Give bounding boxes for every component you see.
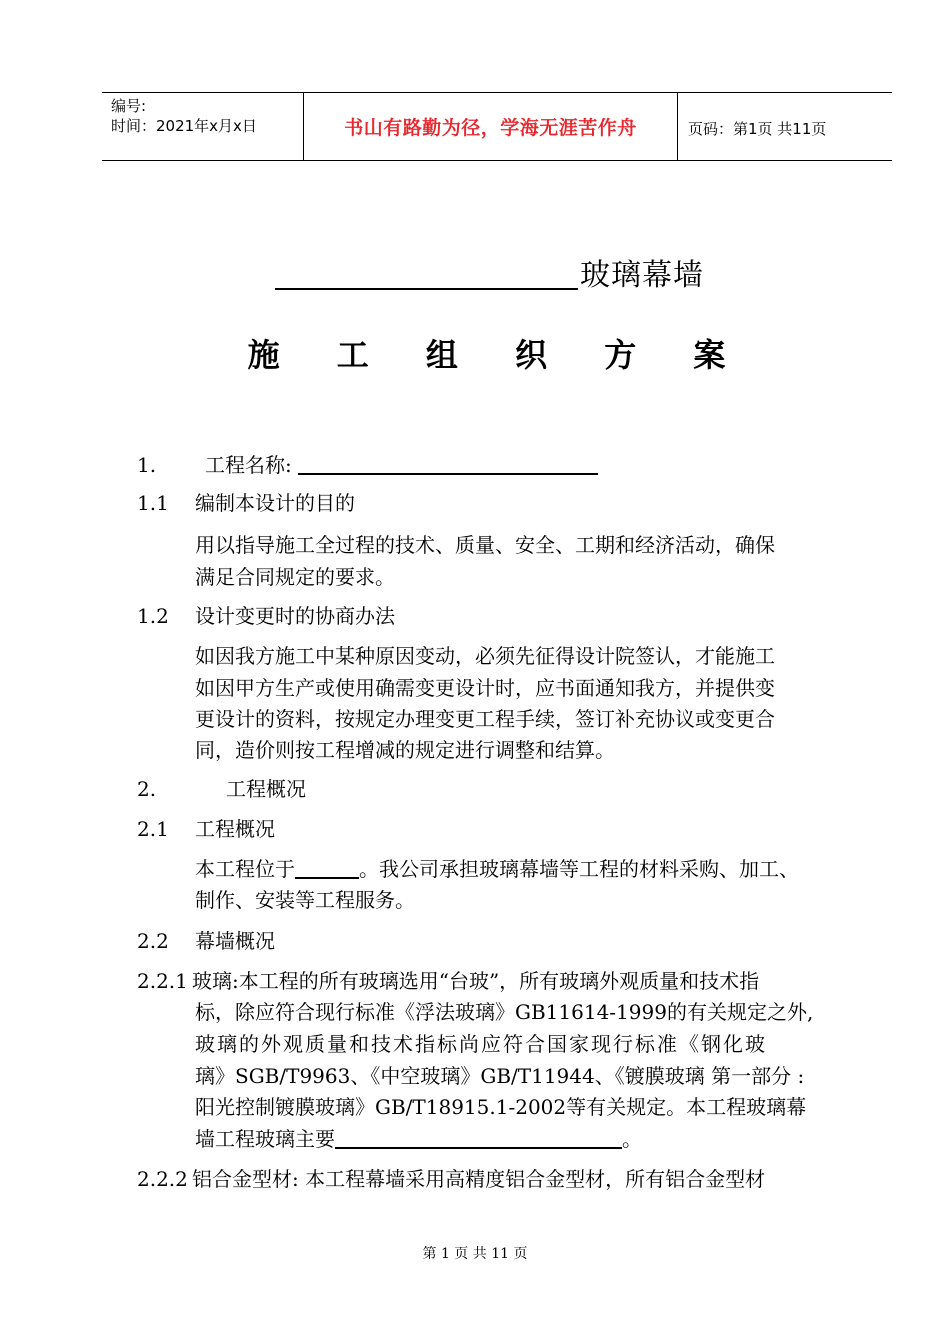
- section-number: 2.2.1: [137, 969, 188, 993]
- paragraph-text: 。: [622, 1127, 642, 1151]
- motto: 书山有路勤为径，学海无涯苦作舟: [344, 117, 637, 139]
- header-motto-cell: [304, 93, 678, 160]
- paragraph-line: [195, 1126, 642, 1152]
- section-title: [205, 452, 598, 478]
- page-info: 页码：第1页 共11页: [688, 120, 827, 138]
- paragraph-line: 玻璃的外观质量和技术指标尚应符合国家现行标准《钢化玻: [195, 1032, 767, 1056]
- title-text: 玻璃幕墙: [580, 258, 704, 293]
- section-title-text: 工程名称:: [205, 453, 292, 477]
- section-number: 2.2: [137, 929, 169, 953]
- paragraph-line: 更设计的资料，按规定办理变更工程手续，签订补充协议或变更合: [195, 707, 775, 731]
- section-number: 1.2: [137, 604, 169, 628]
- section-title: 工程概况: [226, 777, 306, 801]
- paragraph-line: 阳光控制镀膜玻璃》GB/T18915.1-2002等有关规定。本工程玻璃幕: [195, 1095, 807, 1119]
- paragraph-line: 如因我方施工中某种原因变动，必须先征得设计院签认，才能施工: [195, 644, 775, 668]
- section-title: 设计变更时的协商办法: [195, 604, 395, 628]
- section-number: 2.: [137, 777, 157, 801]
- paragraph-text: 。我公司承担玻璃幕墙等工程的材料采购、加工、: [359, 857, 799, 881]
- serial-label: 编号:: [111, 97, 147, 115]
- paragraph-line: 满足合同规定的要求。: [195, 565, 395, 589]
- document-title: [275, 248, 735, 293]
- paragraph-line: 标，除应符合现行标准《浮法玻璃》GB11614-1999的有关规定之外,: [195, 1000, 814, 1024]
- paragraph-line: 玻璃:本工程的所有玻璃选用“台玻”，所有玻璃外观质量和技术指: [192, 969, 760, 993]
- header-meta-cell: [102, 93, 304, 160]
- blank-line: [295, 857, 359, 879]
- title-blank-line: [275, 288, 578, 290]
- blank-line: [335, 1127, 622, 1149]
- time-label: 时间：2021年x月x日: [111, 117, 257, 135]
- paragraph-line: 璃》SGB/T9963、《中空玻璃》GB/T11944、《镀膜玻璃 第一部分 :: [195, 1064, 805, 1088]
- paragraph-line: [195, 856, 799, 882]
- paragraph-text: 本工程位于: [195, 857, 295, 881]
- section-number: 1.1: [137, 491, 169, 515]
- page-header: [102, 92, 892, 161]
- section-title: 幕墙概况: [195, 929, 275, 953]
- paragraph-line: 用以指导施工全过程的技术、质量、安全、工期和经济活动，确保: [195, 533, 775, 557]
- blank-line: [298, 453, 598, 475]
- section-title: 编制本设计的目的: [195, 491, 355, 515]
- section-title: 工程概况: [195, 817, 275, 841]
- paragraph-line: 铝合金型材: 本工程幕墙采用高精度铝合金型材，所有铝合金型材: [192, 1167, 766, 1191]
- header-page-cell: [678, 93, 892, 160]
- document-subtitle: 施 工 组 织 方 案: [247, 336, 749, 374]
- page-footer: 第 1 页 共 11 页: [422, 1246, 528, 1262]
- paragraph-line: 同，造价则按工程增减的规定进行调整和结算。: [195, 738, 615, 762]
- section-number: 2.2.2: [137, 1167, 188, 1191]
- paragraph-line: 如因甲方生产或使用确需变更设计时，应书面通知我方，并提供变: [195, 676, 775, 700]
- section-number: 2.1: [137, 817, 169, 841]
- paragraph-line: 制作、安装等工程服务。: [195, 888, 415, 912]
- paragraph-text: 墙工程玻璃主要: [195, 1127, 335, 1151]
- section-number: 1.: [137, 453, 157, 477]
